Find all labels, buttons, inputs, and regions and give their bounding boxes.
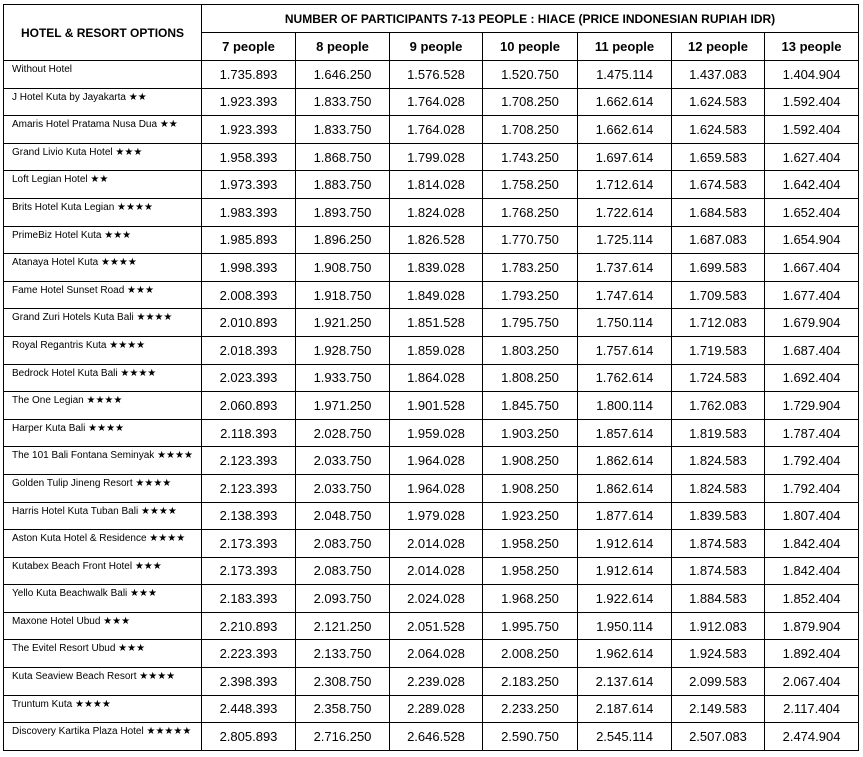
price-cell: 1.901.528: [390, 392, 483, 420]
price-cell: 2.173.393: [202, 557, 296, 585]
price-cell: 1.958.250: [483, 530, 578, 558]
hotel-name-cell: PrimeBiz Hotel Kuta ★★★: [4, 226, 202, 254]
price-cell: 1.729.904: [765, 392, 859, 420]
column-header: 12 people: [672, 33, 765, 61]
table-row: [4, 88, 859, 116]
hotel-name-cell: Kuta Seaview Beach Resort ★★★★: [4, 668, 202, 696]
price-cell: 1.735.893: [202, 61, 296, 89]
price-cell: 1.962.614: [578, 640, 672, 668]
price-cell: 1.859.028: [390, 336, 483, 364]
price-cell: 2.033.750: [296, 447, 390, 475]
hotel-name-cell: Grand Livio Kuta Hotel ★★★: [4, 143, 202, 171]
price-cell: 2.805.893: [202, 723, 296, 751]
table-row: [4, 530, 859, 558]
hotel-options-header: HOTEL & RESORT OPTIONS: [4, 5, 202, 61]
price-cell: 1.697.614: [578, 143, 672, 171]
price-cell: 1.807.404: [765, 502, 859, 530]
price-cell: 2.008.393: [202, 281, 296, 309]
price-cell: 2.133.750: [296, 640, 390, 668]
price-cell: 2.507.083: [672, 723, 765, 751]
column-header: 7 people: [202, 33, 296, 61]
price-cell: 1.964.028: [390, 447, 483, 475]
price-cell: 1.903.250: [483, 419, 578, 447]
table-row: [4, 336, 859, 364]
price-cell: 1.973.393: [202, 171, 296, 199]
table-row: [4, 61, 859, 89]
price-cell: 1.923.393: [202, 88, 296, 116]
hotel-name-cell: Yello Kuta Beachwalk Bali ★★★: [4, 585, 202, 613]
price-cell: 1.764.028: [390, 88, 483, 116]
price-cell: 1.783.250: [483, 254, 578, 282]
price-cell: 2.308.750: [296, 668, 390, 696]
price-cell: 1.770.750: [483, 226, 578, 254]
price-cell: 1.624.583: [672, 88, 765, 116]
price-cell: 1.708.250: [483, 116, 578, 144]
price-cell: 1.923.393: [202, 116, 296, 144]
price-cell: 1.624.583: [672, 116, 765, 144]
price-cell: 1.968.250: [483, 585, 578, 613]
table-row: [4, 116, 859, 144]
hotel-name-cell: The One Legian ★★★★: [4, 392, 202, 420]
hotel-name-cell: Harris Hotel Kuta Tuban Bali ★★★★: [4, 502, 202, 530]
price-cell: 2.590.750: [483, 723, 578, 751]
hotel-name-cell: Atanaya Hotel Kuta ★★★★: [4, 254, 202, 282]
price-cell: 1.722.614: [578, 198, 672, 226]
table-row: [4, 668, 859, 696]
price-cell: 1.687.083: [672, 226, 765, 254]
price-cell: 1.896.250: [296, 226, 390, 254]
price-cell: 2.233.250: [483, 695, 578, 723]
hotel-name-cell: J Hotel Kuta by Jayakarta ★★: [4, 88, 202, 116]
price-cell: 1.674.583: [672, 171, 765, 199]
price-cell: 1.842.404: [765, 557, 859, 585]
price-cell: 1.750.114: [578, 309, 672, 337]
price-cell: 1.768.250: [483, 198, 578, 226]
hotel-name-cell: Maxone Hotel Ubud ★★★: [4, 612, 202, 640]
price-cell: 1.719.583: [672, 336, 765, 364]
price-cell: 2.083.750: [296, 557, 390, 585]
price-cell: 1.475.114: [578, 61, 672, 89]
price-cell: 1.646.250: [296, 61, 390, 89]
price-cell: 2.028.750: [296, 419, 390, 447]
price-cell: 1.758.250: [483, 171, 578, 199]
hotel-name-cell: Fame Hotel Sunset Road ★★★: [4, 281, 202, 309]
price-cell: 1.692.404: [765, 364, 859, 392]
price-cell: 2.014.028: [390, 530, 483, 558]
price-cell: 1.862.614: [578, 474, 672, 502]
price-cell: 1.879.904: [765, 612, 859, 640]
price-cell: 2.051.528: [390, 612, 483, 640]
price-cell: 1.852.404: [765, 585, 859, 613]
price-cell: 1.737.614: [578, 254, 672, 282]
price-cell: 1.520.750: [483, 61, 578, 89]
hotel-name-cell: Brits Hotel Kuta Legian ★★★★: [4, 198, 202, 226]
price-cell: 1.908.750: [296, 254, 390, 282]
price-cell: 2.448.393: [202, 695, 296, 723]
price-cell: 2.083.750: [296, 530, 390, 558]
price-cell: 2.014.028: [390, 557, 483, 585]
price-cell: 1.912.083: [672, 612, 765, 640]
price-cell: 1.712.614: [578, 171, 672, 199]
price-cell: 1.592.404: [765, 88, 859, 116]
price-cell: 1.662.614: [578, 88, 672, 116]
table-row: [4, 226, 859, 254]
price-cell: 1.404.904: [765, 61, 859, 89]
column-header: 10 people: [483, 33, 578, 61]
column-header: 9 people: [390, 33, 483, 61]
price-cell: 1.845.750: [483, 392, 578, 420]
price-cell: 1.747.614: [578, 281, 672, 309]
price-cell: 1.662.614: [578, 116, 672, 144]
price-cell: 2.358.750: [296, 695, 390, 723]
table-row: [4, 695, 859, 723]
price-cell: 1.743.250: [483, 143, 578, 171]
table-row: [4, 309, 859, 337]
price-cell: 1.709.583: [672, 281, 765, 309]
table-row: [4, 585, 859, 613]
price-cell: 1.874.583: [672, 557, 765, 585]
table-row: [4, 557, 859, 585]
price-cell: 1.933.750: [296, 364, 390, 392]
table-row: [4, 254, 859, 282]
price-cell: 1.687.404: [765, 336, 859, 364]
table-row: [4, 612, 859, 640]
price-cell: 1.627.404: [765, 143, 859, 171]
price-cell: 2.183.393: [202, 585, 296, 613]
table-row: [4, 723, 859, 751]
price-cell: 1.824.583: [672, 447, 765, 475]
price-cell: 2.060.893: [202, 392, 296, 420]
price-cell: 2.048.750: [296, 502, 390, 530]
price-cell: 1.918.750: [296, 281, 390, 309]
price-cell: 1.659.583: [672, 143, 765, 171]
table-row: [4, 364, 859, 392]
column-header: 8 people: [296, 33, 390, 61]
column-header: 11 people: [578, 33, 672, 61]
price-cell: 1.868.750: [296, 143, 390, 171]
price-cell: 1.762.614: [578, 364, 672, 392]
price-cell: 1.964.028: [390, 474, 483, 502]
price-cell: 1.824.583: [672, 474, 765, 502]
price-cell: 1.998.393: [202, 254, 296, 282]
table-row: [4, 392, 859, 420]
price-cell: 2.289.028: [390, 695, 483, 723]
table-row: [4, 474, 859, 502]
hotel-name-cell: Kutabex Beach Front Hotel ★★★: [4, 557, 202, 585]
price-cell: 2.646.528: [390, 723, 483, 751]
table-row: [4, 281, 859, 309]
price-cell: 1.959.028: [390, 419, 483, 447]
price-cell: 2.545.114: [578, 723, 672, 751]
price-cell: 1.592.404: [765, 116, 859, 144]
hotel-name-cell: Golden Tulip Jineng Resort ★★★★: [4, 474, 202, 502]
price-cell: 1.928.750: [296, 336, 390, 364]
price-cell: 1.757.614: [578, 336, 672, 364]
price-cell: 1.800.114: [578, 392, 672, 420]
price-cell: 1.437.083: [672, 61, 765, 89]
hotel-name-cell: Aston Kuta Hotel & Residence ★★★★: [4, 530, 202, 558]
price-cell: 1.819.583: [672, 419, 765, 447]
price-cell: 1.922.614: [578, 585, 672, 613]
hotel-price-table: [3, 4, 859, 751]
price-cell: 1.708.250: [483, 88, 578, 116]
price-cell: 2.398.393: [202, 668, 296, 696]
table-row: [4, 640, 859, 668]
price-cell: 1.725.114: [578, 226, 672, 254]
price-cell: 1.983.393: [202, 198, 296, 226]
price-cell: 2.183.250: [483, 668, 578, 696]
price-cell: 1.839.583: [672, 502, 765, 530]
price-cell: 1.814.028: [390, 171, 483, 199]
price-cell: 1.883.750: [296, 171, 390, 199]
price-cell: 2.018.393: [202, 336, 296, 364]
price-cell: 2.010.893: [202, 309, 296, 337]
price-cell: 1.971.250: [296, 392, 390, 420]
price-cell: 1.979.028: [390, 502, 483, 530]
price-cell: 1.849.028: [390, 281, 483, 309]
price-cell: 2.023.393: [202, 364, 296, 392]
price-cell: 2.137.614: [578, 668, 672, 696]
price-cell: 1.912.614: [578, 530, 672, 558]
price-cell: 1.950.114: [578, 612, 672, 640]
price-cell: 1.877.614: [578, 502, 672, 530]
price-cell: 1.684.583: [672, 198, 765, 226]
price-cell: 1.787.404: [765, 419, 859, 447]
price-cell: 2.117.404: [765, 695, 859, 723]
price-cell: 1.712.083: [672, 309, 765, 337]
hotel-name-cell: Without Hotel: [4, 61, 202, 89]
table-body: [4, 61, 859, 751]
price-cell: 1.576.528: [390, 61, 483, 89]
price-cell: 2.067.404: [765, 668, 859, 696]
hotel-name-cell: Royal Regantris Kuta ★★★★: [4, 336, 202, 364]
hotel-name-cell: Loft Legian Hotel ★★: [4, 171, 202, 199]
price-cell: 1.799.028: [390, 143, 483, 171]
price-cell: 1.808.250: [483, 364, 578, 392]
price-cell: 2.099.583: [672, 668, 765, 696]
price-cell: 1.824.028: [390, 198, 483, 226]
price-cell: 1.874.583: [672, 530, 765, 558]
price-cell: 2.210.893: [202, 612, 296, 640]
price-cell: 1.857.614: [578, 419, 672, 447]
price-cell: 2.187.614: [578, 695, 672, 723]
price-cell: 1.985.893: [202, 226, 296, 254]
price-cell: 1.908.250: [483, 474, 578, 502]
hotel-name-cell: Amaris Hotel Pratama Nusa Dua ★★: [4, 116, 202, 144]
price-cell: 2.123.393: [202, 447, 296, 475]
price-cell: 1.864.028: [390, 364, 483, 392]
price-cell: 1.923.250: [483, 502, 578, 530]
participants-price-header: NUMBER OF PARTICIPANTS 7-13 PEOPLE : HIACE (PRICE INDONESIAN RUPIAH IDR): [202, 5, 859, 33]
price-cell: 1.958.250: [483, 557, 578, 585]
price-cell: 1.884.583: [672, 585, 765, 613]
hotel-name-cell: Discovery Kartika Plaza Hotel ★★★★★: [4, 723, 202, 751]
price-cell: 2.033.750: [296, 474, 390, 502]
price-cell: 1.995.750: [483, 612, 578, 640]
price-cell: 1.792.404: [765, 447, 859, 475]
table-row: [4, 171, 859, 199]
price-cell: 2.138.393: [202, 502, 296, 530]
price-cell: 1.862.614: [578, 447, 672, 475]
table-row: [4, 419, 859, 447]
price-cell: 1.724.583: [672, 364, 765, 392]
price-cell: 1.679.904: [765, 309, 859, 337]
hotel-name-cell: The 101 Bali Fontana Seminyak ★★★★: [4, 447, 202, 475]
price-cell: 2.149.583: [672, 695, 765, 723]
price-cell: 2.118.393: [202, 419, 296, 447]
price-cell: 1.851.528: [390, 309, 483, 337]
price-cell: 1.803.250: [483, 336, 578, 364]
price-cell: 1.842.404: [765, 530, 859, 558]
table-row: [4, 502, 859, 530]
price-cell: 1.654.904: [765, 226, 859, 254]
price-cell: 1.652.404: [765, 198, 859, 226]
price-cell: 1.908.250: [483, 447, 578, 475]
price-cell: 1.699.583: [672, 254, 765, 282]
hotel-name-cell: Bedrock Hotel Kuta Bali ★★★★: [4, 364, 202, 392]
price-cell: 1.921.250: [296, 309, 390, 337]
hotel-name-cell: Grand Zuri Hotels Kuta Bali ★★★★: [4, 309, 202, 337]
price-cell: 1.839.028: [390, 254, 483, 282]
price-cell: 2.239.028: [390, 668, 483, 696]
price-cell: 2.123.393: [202, 474, 296, 502]
price-cell: 2.474.904: [765, 723, 859, 751]
price-cell: 1.912.614: [578, 557, 672, 585]
hotel-name-cell: Truntum Kuta ★★★★: [4, 695, 202, 723]
price-cell: 1.793.250: [483, 281, 578, 309]
price-cell: 2.173.393: [202, 530, 296, 558]
price-cell: 2.121.250: [296, 612, 390, 640]
table-row: [4, 143, 859, 171]
price-cell: 2.064.028: [390, 640, 483, 668]
price-cell: 1.795.750: [483, 309, 578, 337]
price-cell: 2.024.028: [390, 585, 483, 613]
price-cell: 1.764.028: [390, 116, 483, 144]
price-cell: 1.667.404: [765, 254, 859, 282]
price-cell: 2.716.250: [296, 723, 390, 751]
table-row: [4, 198, 859, 226]
hotel-name-cell: The Evitel Resort Ubud ★★★: [4, 640, 202, 668]
price-cell: 2.223.393: [202, 640, 296, 668]
price-cell: 1.924.583: [672, 640, 765, 668]
column-header: 13 people: [765, 33, 859, 61]
table-row: [4, 447, 859, 475]
price-cell: 1.833.750: [296, 116, 390, 144]
price-cell: 1.792.404: [765, 474, 859, 502]
price-cell: 1.762.083: [672, 392, 765, 420]
price-cell: 1.833.750: [296, 88, 390, 116]
price-cell: 1.826.528: [390, 226, 483, 254]
price-cell: 1.958.393: [202, 143, 296, 171]
price-cell: 2.008.250: [483, 640, 578, 668]
price-cell: 1.677.404: [765, 281, 859, 309]
price-cell: 1.892.404: [765, 640, 859, 668]
price-cell: 2.093.750: [296, 585, 390, 613]
price-cell: 1.893.750: [296, 198, 390, 226]
price-cell: 1.642.404: [765, 171, 859, 199]
hotel-name-cell: Harper Kuta Bali ★★★★: [4, 419, 202, 447]
